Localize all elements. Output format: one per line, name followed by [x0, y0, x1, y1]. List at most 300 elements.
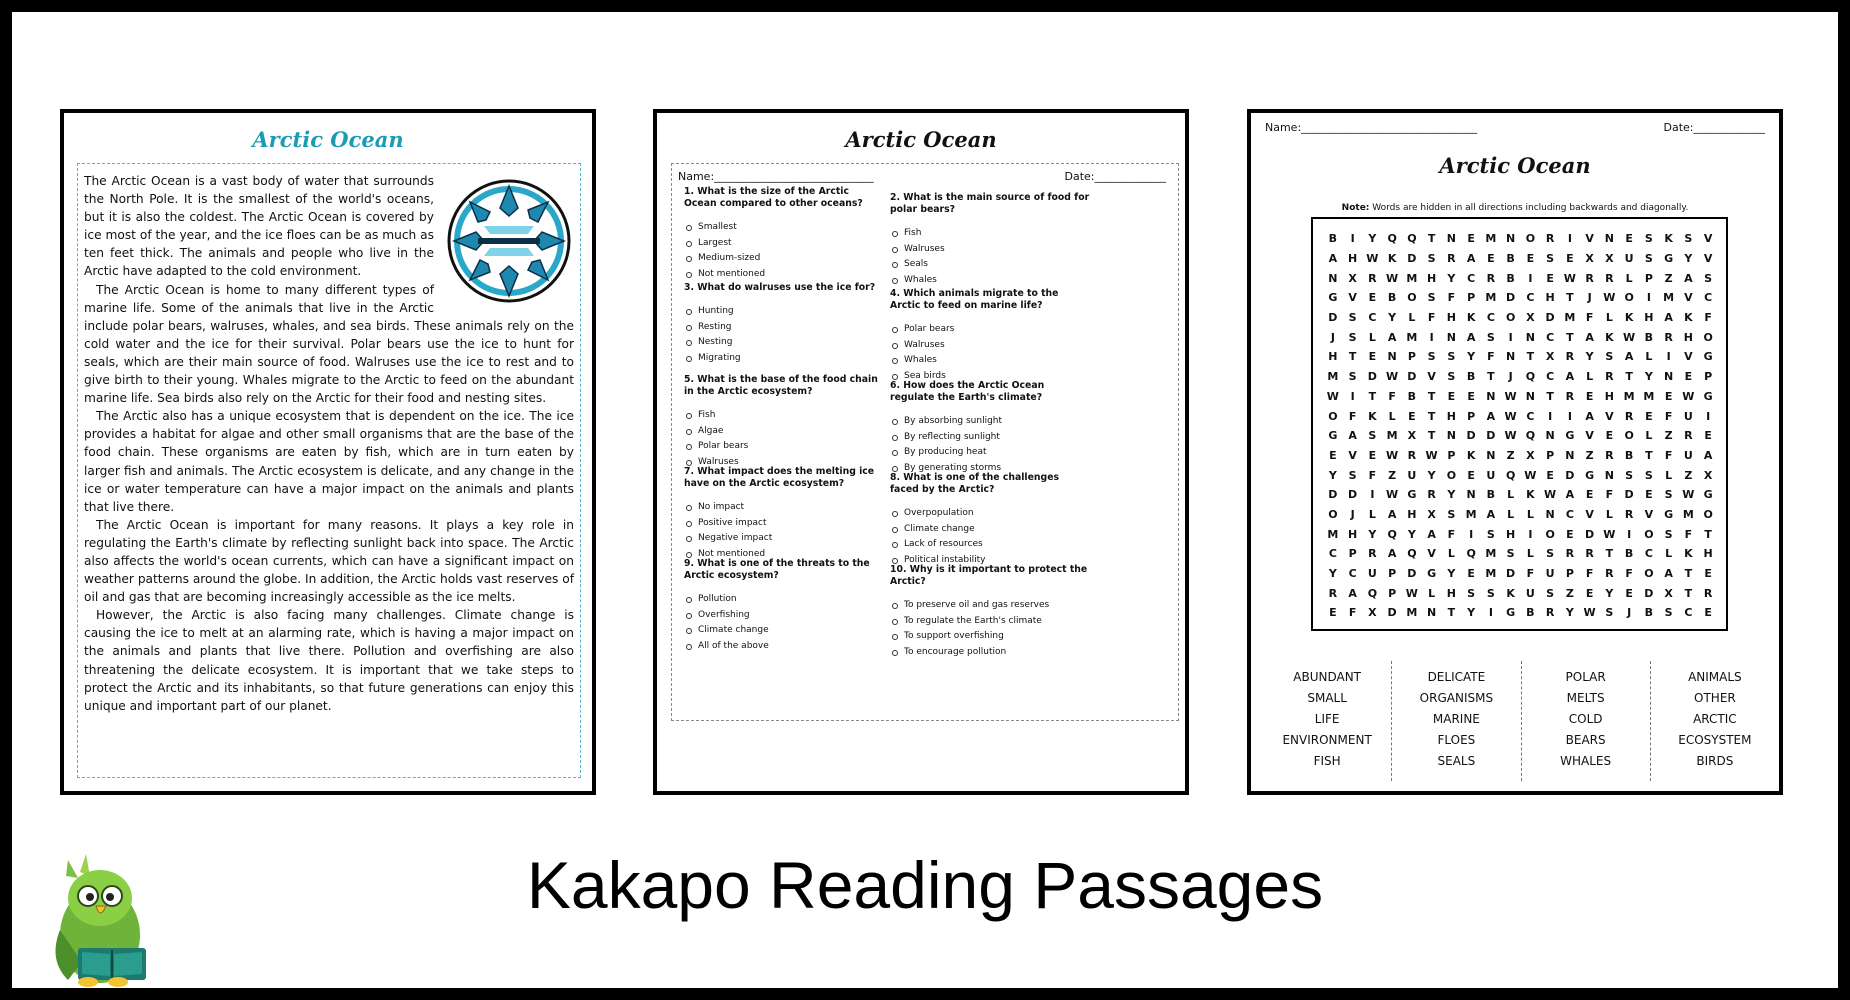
grid-letter[interactable]: I — [1508, 330, 1513, 344]
grid-letter[interactable]: I — [1350, 389, 1355, 403]
grid-letter[interactable]: G — [1703, 389, 1713, 403]
grid-letter[interactable]: W — [1425, 448, 1438, 462]
grid-letter[interactable]: S — [1546, 252, 1555, 266]
grid-letter[interactable]: S — [1427, 350, 1436, 364]
grid-letter[interactable]: E — [1585, 389, 1594, 403]
grid-letter[interactable]: W — [1603, 291, 1616, 305]
grid-letter[interactable]: Y — [1407, 527, 1416, 541]
grid-letter[interactable]: P — [1467, 291, 1476, 305]
grid-letter[interactable]: R — [1486, 271, 1496, 285]
grid-letter[interactable]: N — [1486, 448, 1496, 462]
grid-letter[interactable]: N — [1506, 232, 1516, 246]
grid-letter[interactable]: G — [1703, 350, 1713, 364]
grid-letter[interactable]: E — [1408, 409, 1416, 423]
grid-letter[interactable]: M — [1406, 330, 1418, 344]
grid-letter[interactable]: B — [1387, 291, 1397, 305]
name-field[interactable]: Name:_____________________________ — [678, 170, 874, 183]
grid-letter[interactable]: D — [1328, 488, 1338, 502]
grid-letter[interactable]: Q — [1505, 468, 1516, 482]
grid-letter[interactable]: S — [1348, 370, 1357, 384]
grid-letter[interactable]: X — [1368, 606, 1377, 620]
grid-letter[interactable]: P — [1388, 567, 1397, 581]
grid-letter[interactable]: L — [1408, 311, 1416, 325]
grid-letter[interactable]: E — [1605, 429, 1614, 443]
grid-letter[interactable]: N — [1427, 606, 1437, 620]
grid-letter[interactable]: W — [1504, 429, 1517, 443]
grid-letter[interactable]: E — [1684, 370, 1693, 384]
grid-letter[interactable]: X — [1526, 448, 1535, 462]
grid-letter[interactable]: S — [1506, 547, 1515, 561]
grid-letter[interactable]: R — [1427, 488, 1436, 502]
grid-letter[interactable]: C — [1546, 370, 1555, 384]
answer-option[interactable]: Positive impact — [684, 516, 878, 532]
grid-letter[interactable]: Y — [1427, 468, 1436, 482]
grid-letter[interactable]: D — [1644, 586, 1654, 600]
grid-letter[interactable]: H — [1407, 507, 1417, 521]
grid-letter[interactable]: K — [1624, 311, 1634, 325]
answer-option[interactable]: By generating storms — [890, 461, 1090, 477]
grid-letter[interactable]: F — [1664, 448, 1673, 462]
grid-letter[interactable]: S — [1348, 330, 1357, 344]
grid-letter[interactable]: B — [1486, 488, 1496, 502]
grid-letter[interactable]: D — [1466, 429, 1476, 443]
grid-letter[interactable]: J — [1330, 330, 1335, 344]
grid-letter[interactable]: K — [1466, 448, 1476, 462]
grid-letter[interactable]: G — [1427, 567, 1437, 581]
answer-option[interactable]: By producing heat — [890, 445, 1090, 461]
grid-letter[interactable]: H — [1446, 311, 1456, 325]
grid-letter[interactable]: W — [1583, 606, 1596, 620]
grid-letter[interactable]: O — [1644, 527, 1654, 541]
answer-option[interactable]: Walruses — [684, 455, 878, 471]
grid-letter[interactable]: M — [1465, 507, 1477, 521]
grid-letter[interactable]: T — [1566, 330, 1574, 344]
grid-letter[interactable]: S — [1486, 586, 1495, 600]
grid-letter[interactable]: E — [1368, 291, 1377, 305]
grid-letter[interactable]: O — [1624, 429, 1634, 443]
grid-letter[interactable]: K — [1466, 311, 1476, 325]
grid-letter[interactable]: N — [1604, 232, 1614, 246]
grid-letter[interactable]: A — [1466, 330, 1476, 344]
grid-letter[interactable]: O — [1328, 507, 1338, 521]
answer-option[interactable]: Fish — [890, 226, 1090, 242]
grid-letter[interactable]: R — [1565, 350, 1575, 364]
grid-letter[interactable]: A — [1466, 252, 1476, 266]
grid-letter[interactable]: T — [1566, 291, 1574, 305]
grid-letter[interactable]: Y — [1644, 370, 1653, 384]
grid-letter[interactable]: H — [1703, 547, 1713, 561]
grid-letter[interactable]: A — [1328, 252, 1338, 266]
grid-letter[interactable]: S — [1644, 468, 1653, 482]
grid-letter[interactable]: N — [1604, 468, 1614, 482]
grid-letter[interactable]: G — [1664, 252, 1674, 266]
grid-letter[interactable]: M — [1327, 527, 1339, 541]
grid-letter[interactable]: Q — [1466, 547, 1476, 561]
grid-letter[interactable]: B — [1526, 606, 1535, 620]
answer-option[interactable]: Pollution — [684, 592, 878, 608]
grid-letter[interactable]: M — [1485, 567, 1497, 581]
grid-letter[interactable]: C — [1467, 271, 1476, 285]
grid-letter[interactable]: Y — [1447, 271, 1456, 285]
grid-letter[interactable]: M — [1406, 606, 1418, 620]
grid-letter[interactable]: Y — [1585, 350, 1594, 364]
answer-option[interactable]: Hunting — [684, 304, 878, 320]
grid-letter[interactable]: I — [1528, 527, 1533, 541]
grid-letter[interactable]: R — [1545, 232, 1555, 246]
grid-letter[interactable]: A — [1664, 567, 1673, 581]
answer-option[interactable]: Polar bears — [684, 439, 878, 455]
grid-letter[interactable]: S — [1704, 271, 1713, 285]
grid-letter[interactable]: X — [1664, 586, 1673, 600]
grid-letter[interactable]: Z — [1664, 429, 1673, 443]
grid-letter[interactable]: E — [1645, 409, 1653, 423]
grid-letter[interactable]: T — [1348, 350, 1357, 364]
grid-letter[interactable]: I — [1666, 350, 1671, 364]
grid-letter[interactable]: B — [1407, 389, 1417, 403]
grid-letter[interactable]: E — [1329, 606, 1337, 620]
answer-option[interactable]: All of the above — [684, 639, 878, 655]
grid-letter[interactable]: W — [1504, 409, 1517, 423]
grid-letter[interactable]: B — [1506, 252, 1515, 266]
grid-letter[interactable]: E — [1546, 271, 1554, 285]
grid-letter[interactable]: W — [1386, 370, 1399, 384]
grid-letter[interactable]: E — [1704, 606, 1712, 620]
grid-letter[interactable]: S — [1605, 350, 1614, 364]
answer-option[interactable]: Largest — [684, 236, 878, 252]
grid-letter[interactable]: R — [1328, 586, 1338, 600]
grid-letter[interactable]: R — [1585, 547, 1594, 561]
grid-letter[interactable]: D — [1506, 567, 1516, 581]
grid-letter[interactable]: O — [1624, 291, 1634, 305]
grid-letter[interactable]: T — [1427, 429, 1436, 443]
grid-letter[interactable]: Z — [1585, 448, 1594, 462]
grid-letter[interactable]: W — [1623, 330, 1636, 344]
grid-letter[interactable]: I — [1488, 606, 1493, 620]
grid-letter[interactable]: E — [1368, 448, 1377, 462]
grid-letter[interactable]: Q — [1525, 370, 1536, 384]
answer-option[interactable]: Migrating — [684, 351, 878, 367]
grid-letter[interactable]: O — [1644, 567, 1654, 581]
grid-letter[interactable]: R — [1605, 448, 1614, 462]
grid-letter[interactable]: F — [1368, 468, 1377, 482]
answer-option[interactable]: By absorbing sunlight — [890, 414, 1090, 430]
grid-letter[interactable]: W — [1504, 389, 1517, 403]
grid-letter[interactable]: N — [1446, 429, 1456, 443]
grid-letter[interactable]: R — [1545, 606, 1555, 620]
grid-letter[interactable]: O — [1446, 468, 1457, 482]
grid-letter[interactable]: U — [1683, 448, 1693, 462]
grid-letter[interactable]: E — [1368, 350, 1377, 364]
grid-letter[interactable]: A — [1664, 311, 1673, 325]
grid-letter[interactable]: Y — [1467, 606, 1476, 620]
answer-option[interactable]: Not mentioned — [684, 267, 878, 283]
grid-letter[interactable]: Y — [1368, 232, 1377, 246]
grid-letter[interactable]: Q — [1367, 586, 1378, 600]
grid-letter[interactable]: E — [1704, 567, 1712, 581]
grid-letter[interactable]: M — [1682, 507, 1694, 521]
grid-letter[interactable]: M — [1485, 232, 1497, 246]
grid-letter[interactable]: N — [1446, 330, 1456, 344]
answer-option[interactable]: Lack of resources — [890, 537, 1090, 553]
grid-letter[interactable]: M — [1386, 429, 1398, 443]
grid-letter[interactable]: L — [1526, 507, 1534, 521]
grid-letter[interactable]: N — [1466, 488, 1476, 502]
grid-letter[interactable]: S — [1447, 350, 1456, 364]
grid-letter[interactable]: S — [1644, 252, 1653, 266]
grid-letter[interactable]: D — [1506, 291, 1516, 305]
grid-letter[interactable]: L — [1605, 311, 1613, 325]
grid-letter[interactable]: L — [1388, 409, 1396, 423]
grid-letter[interactable]: I — [1370, 488, 1375, 502]
grid-letter[interactable]: L — [1526, 547, 1534, 561]
grid-letter[interactable]: T — [1625, 370, 1633, 384]
answer-option[interactable]: Nesting — [684, 335, 878, 351]
grid-letter[interactable]: X — [1585, 252, 1594, 266]
grid-letter[interactable]: I — [1350, 232, 1355, 246]
grid-letter[interactable]: B — [1328, 232, 1338, 246]
grid-letter[interactable]: D — [1407, 370, 1417, 384]
grid-letter[interactable]: R — [1624, 507, 1634, 521]
grid-letter[interactable]: S — [1664, 488, 1673, 502]
grid-letter[interactable]: N — [1545, 429, 1555, 443]
grid-letter[interactable]: L — [1645, 350, 1653, 364]
answer-option[interactable]: Seals — [890, 257, 1090, 273]
grid-letter[interactable]: G — [1328, 291, 1338, 305]
grid-letter[interactable]: S — [1546, 547, 1555, 561]
answer-option[interactable]: To regulate the Earth's climate — [890, 614, 1090, 630]
grid-letter[interactable]: N — [1446, 232, 1456, 246]
grid-letter[interactable]: F — [1427, 311, 1436, 325]
grid-letter[interactable]: D — [1367, 370, 1377, 384]
grid-letter[interactable]: T — [1487, 370, 1495, 384]
grid-letter[interactable]: S — [1427, 291, 1436, 305]
grid-letter[interactable]: D — [1624, 488, 1634, 502]
grid-letter[interactable]: D — [1348, 488, 1358, 502]
grid-letter[interactable]: F — [1664, 409, 1673, 423]
grid-letter[interactable]: B — [1624, 448, 1634, 462]
grid-letter[interactable]: I — [1646, 291, 1651, 305]
grid-letter[interactable]: A — [1387, 507, 1397, 521]
grid-letter[interactable]: T — [1427, 232, 1436, 246]
grid-letter[interactable]: N — [1328, 271, 1338, 285]
grid-letter[interactable]: B — [1506, 271, 1515, 285]
grid-letter[interactable]: S — [1427, 252, 1436, 266]
grid-letter[interactable]: E — [1625, 232, 1633, 246]
grid-letter[interactable]: A — [1565, 370, 1575, 384]
grid-letter[interactable]: C — [1526, 409, 1535, 423]
grid-letter[interactable]: C — [1328, 547, 1337, 561]
grid-letter[interactable]: S — [1467, 586, 1476, 600]
grid-letter[interactable]: R — [1703, 586, 1713, 600]
grid-letter[interactable]: E — [1447, 389, 1456, 403]
answer-option[interactable]: Whales — [890, 273, 1090, 289]
grid-letter[interactable]: Z — [1506, 448, 1515, 462]
grid-letter[interactable]: P — [1407, 350, 1416, 364]
grid-letter[interactable]: O — [1703, 330, 1713, 344]
answer-option[interactable]: By reflecting sunlight — [890, 430, 1090, 446]
grid-letter[interactable]: S — [1447, 507, 1456, 521]
grid-letter[interactable]: H — [1348, 527, 1358, 541]
grid-letter[interactable]: P — [1704, 370, 1713, 384]
grid-letter[interactable]: I — [1627, 527, 1632, 541]
grid-letter[interactable]: F — [1447, 291, 1456, 305]
date-field[interactable]: Date:_____________ — [1663, 121, 1765, 134]
grid-letter[interactable]: O — [1703, 507, 1713, 521]
grid-letter[interactable]: G — [1664, 507, 1674, 521]
grid-letter[interactable]: D — [1407, 252, 1417, 266]
grid-letter[interactable]: E — [1664, 389, 1673, 403]
grid-letter[interactable]: I — [1706, 409, 1711, 423]
grid-letter[interactable]: H — [1644, 311, 1654, 325]
grid-letter[interactable]: S — [1486, 330, 1495, 344]
grid-letter[interactable]: V — [1684, 291, 1693, 305]
grid-letter[interactable]: B — [1644, 606, 1654, 620]
word-search-sheet[interactable] — [1247, 109, 1783, 795]
grid-letter[interactable]: A — [1387, 330, 1397, 344]
grid-letter[interactable]: F — [1625, 567, 1633, 581]
grid-letter[interactable]: N — [1565, 448, 1575, 462]
grid-letter[interactable]: K — [1387, 252, 1397, 266]
grid-letter[interactable]: V — [1644, 507, 1654, 521]
grid-letter[interactable]: E — [1467, 232, 1475, 246]
grid-letter[interactable]: S — [1447, 370, 1456, 384]
grid-letter[interactable]: A — [1684, 271, 1693, 285]
grid-letter[interactable]: S — [1664, 606, 1673, 620]
grid-letter[interactable]: W — [1682, 389, 1695, 403]
grid-letter[interactable]: A — [1585, 409, 1594, 423]
grid-letter[interactable]: R — [1565, 547, 1575, 561]
grid-letter[interactable]: T — [1368, 389, 1377, 403]
grid-letter[interactable]: N — [1525, 330, 1535, 344]
grid-letter[interactable]: M — [1663, 291, 1675, 305]
grid-letter[interactable]: I — [1567, 409, 1572, 423]
grid-letter[interactable]: X — [1526, 311, 1535, 325]
grid-letter[interactable]: F — [1704, 311, 1712, 325]
grid-letter[interactable]: N — [1525, 389, 1535, 403]
grid-letter[interactable]: Y — [1447, 567, 1456, 581]
grid-letter[interactable]: S — [1625, 468, 1634, 482]
grid-letter[interactable]: E — [1566, 252, 1574, 266]
grid-letter[interactable]: D — [1545, 311, 1555, 325]
grid-letter[interactable]: M — [1564, 311, 1576, 325]
grid-letter[interactable]: F — [1348, 409, 1357, 423]
grid-letter[interactable]: T — [1427, 409, 1436, 423]
grid-letter[interactable]: K — [1684, 311, 1693, 325]
grid-letter[interactable]: F — [1585, 567, 1594, 581]
grid-letter[interactable]: Q — [1525, 429, 1536, 443]
answer-option[interactable]: Smallest — [684, 220, 878, 236]
grid-letter[interactable]: M — [1643, 389, 1655, 403]
grid-letter[interactable]: F — [1526, 567, 1535, 581]
grid-letter[interactable]: U — [1545, 567, 1555, 581]
grid-letter[interactable]: X — [1703, 468, 1713, 482]
grid-letter[interactable]: L — [1625, 271, 1633, 285]
grid-letter[interactable]: R — [1664, 330, 1673, 344]
grid-letter[interactable]: W — [1386, 448, 1399, 462]
grid-letter[interactable]: V — [1348, 448, 1357, 462]
grid-letter[interactable]: S — [1684, 232, 1693, 246]
grid-letter[interactable]: T — [1645, 448, 1653, 462]
grid-letter[interactable]: Y — [1388, 311, 1397, 325]
grid-letter[interactable]: X — [1545, 350, 1555, 364]
grid-letter[interactable]: N — [1545, 507, 1555, 521]
grid-letter[interactable]: X — [1605, 252, 1614, 266]
answer-option[interactable]: Walruses — [890, 338, 1090, 354]
grid-letter[interactable]: U — [1486, 468, 1496, 482]
grid-letter[interactable]: E — [1585, 488, 1594, 502]
grid-letter[interactable]: V — [1585, 429, 1594, 443]
grid-letter[interactable]: E — [1487, 252, 1495, 266]
answer-option[interactable]: Resting — [684, 320, 878, 336]
grid-letter[interactable]: E — [1467, 567, 1475, 581]
grid-letter[interactable]: H — [1683, 330, 1693, 344]
grid-letter[interactable]: O — [1407, 291, 1417, 305]
grid-letter[interactable]: V — [1703, 232, 1713, 246]
grid-letter[interactable]: T — [1427, 389, 1436, 403]
grid-letter[interactable]: V — [1703, 252, 1713, 266]
grid-letter[interactable]: R — [1605, 271, 1614, 285]
grid-letter[interactable]: Z — [1684, 468, 1693, 482]
grid-letter[interactable]: A — [1486, 409, 1496, 423]
answer-option[interactable]: Fish — [684, 408, 878, 424]
grid-letter[interactable]: S — [1348, 468, 1357, 482]
grid-letter[interactable]: F — [1388, 389, 1396, 403]
grid-letter[interactable]: R — [1605, 370, 1614, 384]
answer-option[interactable]: No impact — [684, 500, 878, 516]
grid-letter[interactable]: C — [1368, 311, 1377, 325]
grid-letter[interactable]: S — [1644, 232, 1653, 246]
grid-letter[interactable]: I — [1567, 232, 1572, 246]
grid-letter[interactable]: M — [1485, 291, 1497, 305]
grid-letter[interactable]: Y — [1684, 252, 1693, 266]
grid-letter[interactable]: H — [1506, 527, 1516, 541]
grid-letter[interactable]: L — [1368, 330, 1376, 344]
grid-letter[interactable]: V — [1348, 291, 1357, 305]
grid-letter[interactable]: U — [1525, 586, 1535, 600]
grid-letter[interactable]: P — [1348, 547, 1357, 561]
grid-letter[interactable]: L — [1428, 586, 1436, 600]
grid-letter[interactable]: B — [1644, 330, 1654, 344]
grid-letter[interactable]: R — [1605, 567, 1614, 581]
answer-option[interactable]: Sea birds — [890, 369, 1090, 385]
grid-letter[interactable]: V — [1585, 507, 1594, 521]
grid-letter[interactable]: Y — [1368, 527, 1377, 541]
grid-letter[interactable]: Y — [1447, 488, 1456, 502]
grid-letter[interactable]: M — [1406, 271, 1418, 285]
grid-letter[interactable]: H — [1328, 350, 1338, 364]
grid-letter[interactable]: G — [1328, 429, 1338, 443]
grid-letter[interactable]: Z — [1565, 586, 1574, 600]
grid-letter[interactable]: A — [1348, 586, 1357, 600]
grid-letter[interactable]: T — [1704, 527, 1712, 541]
grid-letter[interactable]: S — [1664, 527, 1673, 541]
grid-letter[interactable]: T — [1684, 586, 1693, 600]
grid-letter[interactable]: H — [1446, 586, 1456, 600]
grid-letter[interactable]: Y — [1467, 350, 1476, 364]
grid-letter[interactable]: E — [1467, 389, 1475, 403]
grid-letter[interactable]: C — [1486, 311, 1495, 325]
grid-letter[interactable]: T — [1546, 389, 1554, 403]
grid-letter[interactable]: P — [1546, 448, 1555, 462]
grid-letter[interactable]: S — [1368, 429, 1377, 443]
grid-letter[interactable]: E — [1566, 527, 1574, 541]
grid-letter[interactable]: A — [1624, 350, 1634, 364]
grid-letter[interactable]: D — [1565, 468, 1575, 482]
grid-letter[interactable]: R — [1407, 448, 1417, 462]
grid-letter[interactable]: A — [1703, 448, 1713, 462]
grid-letter[interactable]: Q — [1407, 547, 1417, 561]
grid-letter[interactable]: W — [1386, 488, 1399, 502]
